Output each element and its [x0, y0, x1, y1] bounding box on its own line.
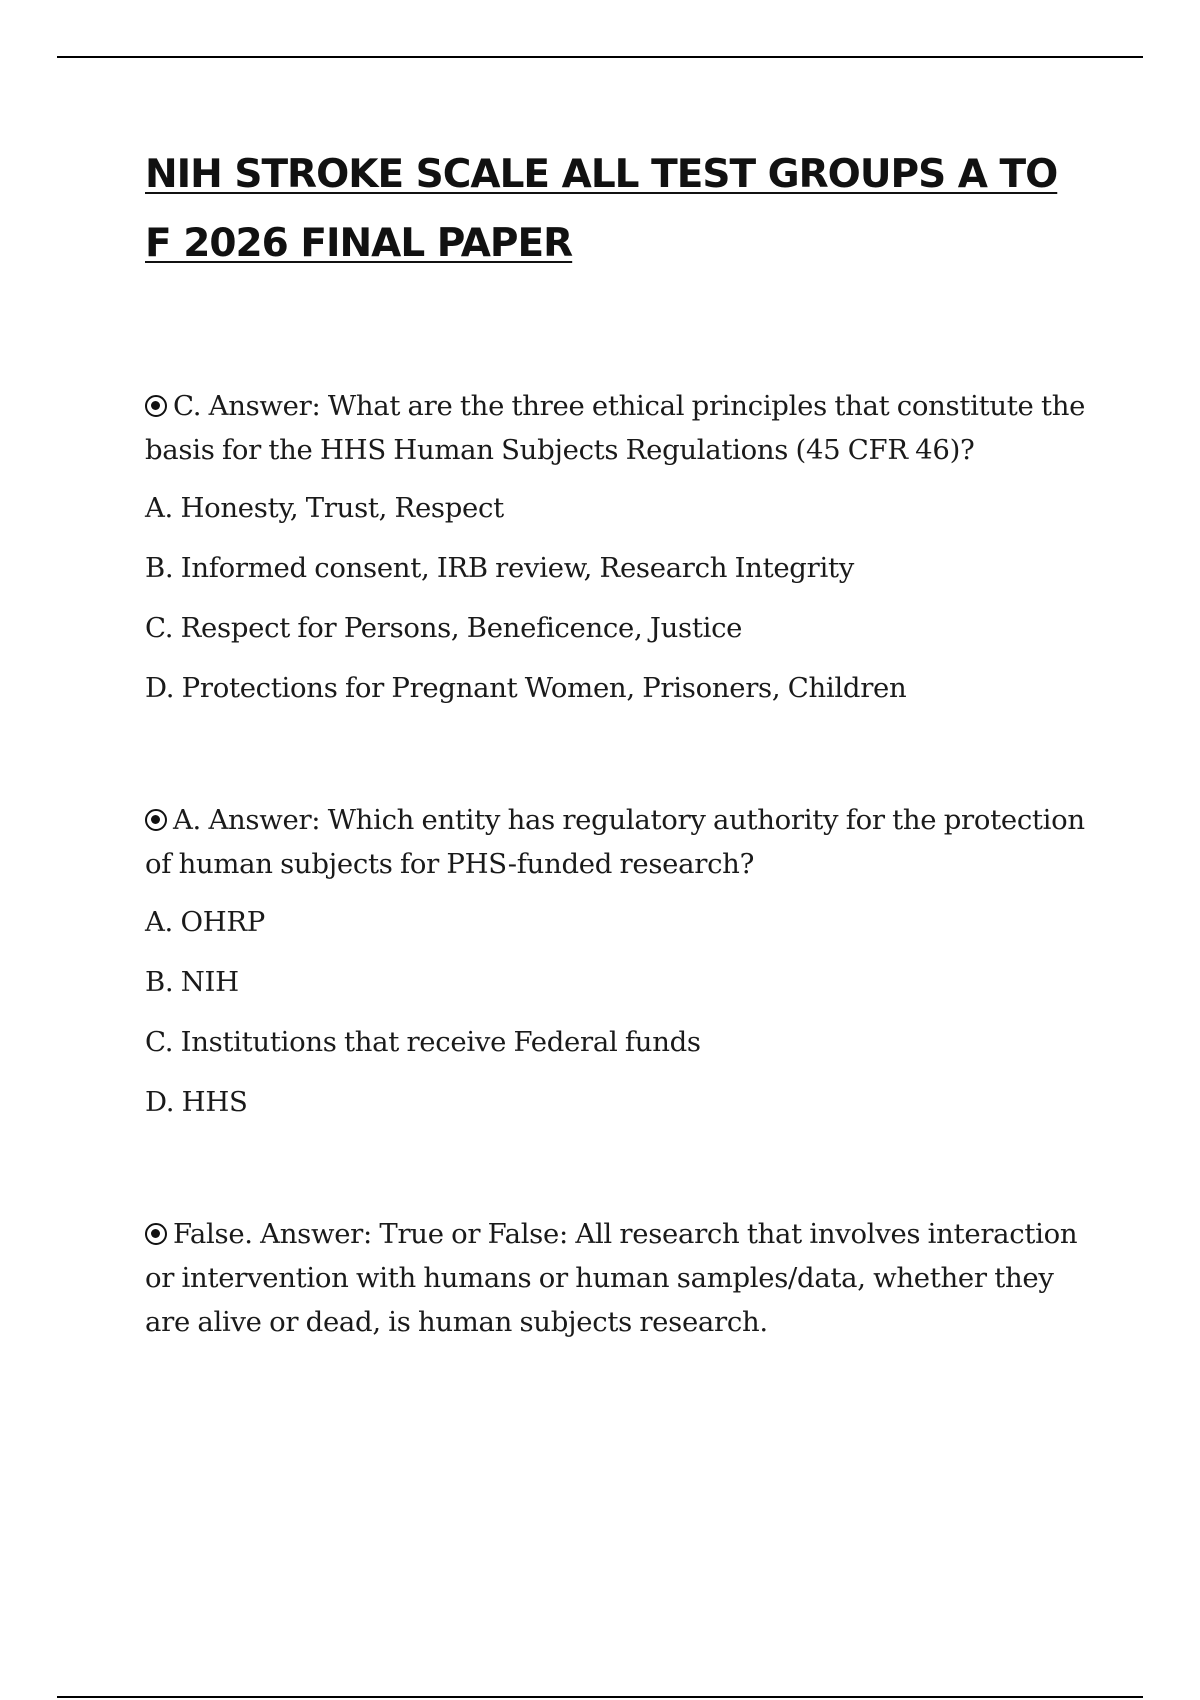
question-prompt: [145, 798, 1095, 886]
option-b: B. NIH: [145, 966, 239, 998]
option-d: D. Protections for Pregnant Women, Prisoners, Children: [145, 672, 907, 704]
question-3: [145, 1212, 1095, 1344]
prompt-text: A. Answer: Which entity has regulatory authority for the protection of human subjects for PHS-funded research?: [145, 804, 1085, 880]
option-a: A. Honesty, Trust, Respect: [145, 492, 504, 524]
radio-bullet-icon: [145, 809, 167, 831]
question-prompt: [145, 384, 1095, 472]
option-a: A. OHRP: [145, 906, 265, 938]
option-c: C. Respect for Persons, Beneficence, Justice: [145, 612, 743, 644]
option-c: C. Institutions that receive Federal funds: [145, 1026, 701, 1058]
radio-bullet-icon: [145, 1223, 167, 1245]
top-divider: [57, 56, 1143, 58]
bottom-divider: [57, 1696, 1143, 1698]
document-title: NIH STROKE SCALE ALL TEST GROUPS A TO F 2026 FINAL PAPER: [145, 152, 1058, 266]
option-b: B. Informed consent, IRB review, Research Integrity: [145, 552, 854, 584]
prompt-text: False. Answer: True or False: All research that involves interaction or intervention with humans or human samples/data, whether they are alive or dead, is human subjects research.: [145, 1218, 1078, 1338]
prompt-text: C. Answer: What are the three ethical principles that constitute the basis for the HHS Human Subjects Regulations (45 CFR 46)?: [145, 390, 1086, 466]
question-prompt: [145, 1212, 1095, 1344]
radio-bullet-icon: [145, 395, 167, 417]
question-2: [145, 798, 1095, 1140]
page-content: [145, 140, 1095, 1358]
option-d: D. HHS: [145, 1086, 248, 1118]
question-1: [145, 384, 1095, 726]
